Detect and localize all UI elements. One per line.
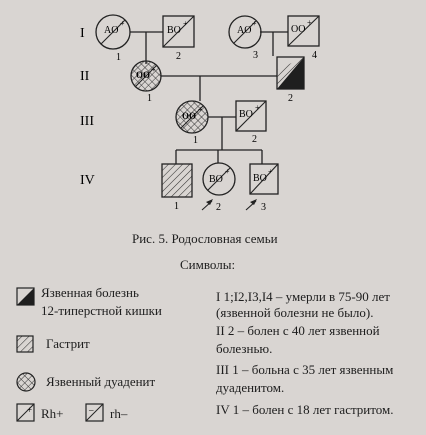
individual-IV3	[246, 164, 278, 213]
note-line-6: дуаденитом.	[216, 380, 285, 395]
note-line-7: IV 1 – болен с 18 лет гастритом.	[216, 402, 394, 417]
svg-text:1: 1	[147, 93, 152, 104]
rh-positive-label: Rh+	[41, 406, 64, 421]
individual-III2	[236, 101, 266, 145]
symbols-title: Символы:	[180, 257, 236, 272]
gastritis-legend-label: Гастрит	[46, 336, 90, 351]
ulcer-legend-line-1: Язвенная болезнь	[41, 285, 139, 300]
svg-text:–: –	[89, 405, 94, 415]
note-line-3: II 2 – болен с 40 лет язвенной	[216, 323, 380, 338]
svg-text:+: +	[183, 19, 188, 28]
svg-text:AO: AO	[104, 25, 119, 36]
svg-text:+: +	[307, 18, 312, 27]
svg-text:4: 4	[312, 50, 317, 61]
generation-label-4: IV	[80, 173, 95, 188]
individual-IV2	[202, 163, 235, 213]
svg-text:3: 3	[261, 202, 266, 213]
note-line-4: болезнью.	[216, 341, 273, 356]
svg-text:+: +	[255, 103, 260, 112]
svg-text:+: +	[27, 405, 33, 415]
svg-text:BO: BO	[209, 174, 223, 185]
figure-caption: Рис. 5. Родословная семьи	[132, 231, 278, 246]
svg-text:AO: AO	[237, 25, 252, 36]
note-line-5: III 1 – больна с 35 лет язвенным	[216, 362, 394, 377]
duodenitis-legend-icon	[17, 373, 35, 391]
generation-label-1: I	[80, 26, 85, 41]
svg-text:+: +	[268, 167, 273, 176]
ulcer-legend-icon	[17, 288, 34, 305]
svg-text:+: +	[198, 105, 203, 114]
svg-text:1: 1	[116, 52, 121, 63]
svg-text:1: 1	[174, 201, 179, 212]
ulcer-legend-line-2: 12-типерстной кишки	[41, 303, 162, 318]
svg-text:BO: BO	[167, 25, 181, 36]
individual-I2	[163, 16, 194, 62]
svg-text:+: +	[252, 19, 257, 28]
generation-label-3: III	[80, 114, 94, 129]
note-line-1: I 1;I2,I3,I4 – умерли в 75-90 лет	[216, 289, 390, 304]
generation-label-2: II	[80, 69, 90, 84]
note-line-2: (язвенной болезни не было).	[216, 305, 374, 320]
individual-III1	[176, 101, 208, 146]
svg-text:BO: BO	[253, 173, 267, 184]
rh-positive-icon	[17, 404, 34, 421]
svg-text:+: +	[225, 167, 230, 176]
individual-I4	[288, 16, 319, 61]
individual-I3	[229, 16, 261, 61]
duodenitis-legend-label: Язвенный дуаденит	[46, 374, 156, 389]
svg-text:2: 2	[176, 51, 181, 62]
individual-II2	[277, 57, 304, 104]
svg-text:OO: OO	[291, 24, 306, 35]
svg-text:2: 2	[288, 93, 293, 104]
svg-text:+: +	[120, 19, 125, 28]
rh-negative-label: rh–	[110, 406, 128, 421]
individual-I1	[96, 15, 130, 63]
svg-text:+: +	[151, 65, 156, 74]
svg-text:OO: OO	[182, 111, 197, 121]
svg-text:BO: BO	[239, 109, 253, 120]
svg-text:OO: OO	[136, 70, 151, 80]
gastritis-legend-icon	[17, 336, 33, 352]
svg-text:2: 2	[216, 202, 221, 213]
svg-text:3: 3	[253, 50, 258, 61]
individual-IV1	[162, 164, 192, 212]
svg-text:2: 2	[252, 134, 257, 145]
rh-negative-icon	[86, 404, 103, 421]
individual-II1	[131, 61, 161, 104]
svg-text:1: 1	[193, 135, 198, 146]
